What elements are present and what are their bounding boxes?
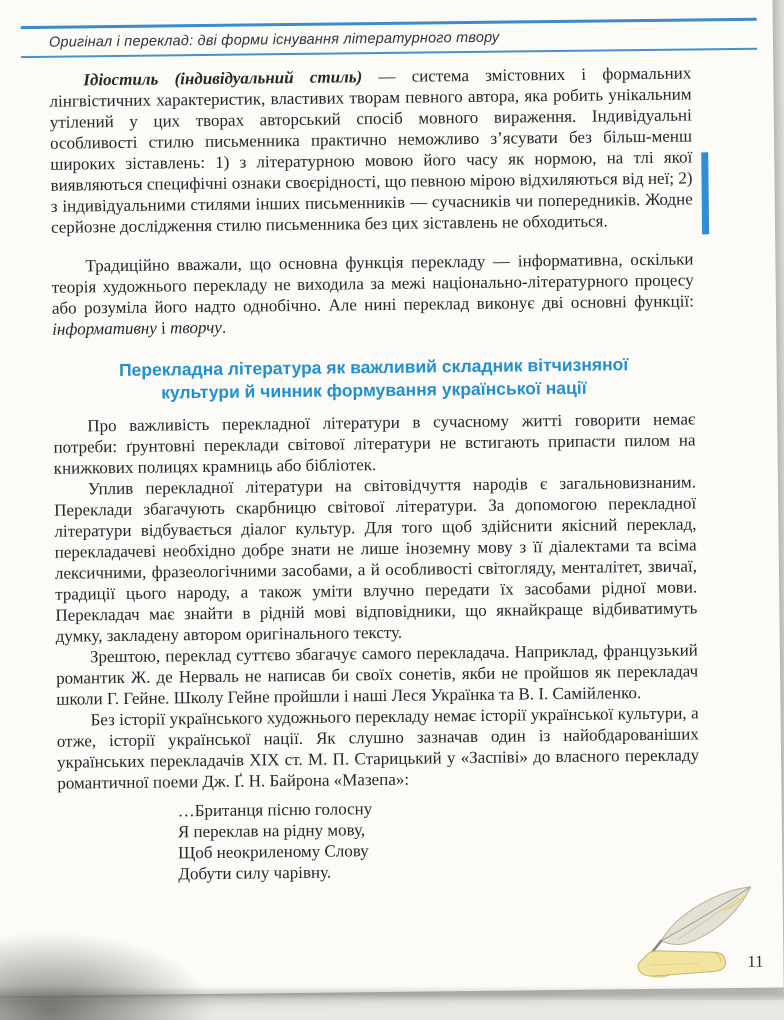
scroll-icon xyxy=(638,950,726,977)
verse-block xyxy=(178,795,701,885)
definition-text: — система змістовних і формальних лінгвістичних характеристик, властивих творам певного автора, яка робить унікальним утілений у цих творах авторський спосіб мовного вираження. Індивідуальні особливості стилю письменника практично неможливо з’ясувати без більш-менш широких зіставлень: 1) з літературною мовою його часу як нормою, на тлі якої виявляються специфічні ознаки своєрідності, що певною мірою відхиляються від неї; 2) з індивідуальними стилями інших письменників — сучасників чи попередників. Жодне серйозне дослідження стилю письменника без цих зіставлень не обходиться. xyxy=(49,63,693,237)
verse-line: Добути силу чарівну. xyxy=(178,862,332,884)
margin-highlight-bar xyxy=(701,152,709,234)
page-number: 11 xyxy=(747,951,764,971)
functions-text-end: . xyxy=(221,317,227,337)
quill-icon xyxy=(648,887,752,957)
functions-text-mid: і xyxy=(156,318,171,338)
definition-term: Ідіостиль (індивідуальний стиль) xyxy=(83,67,363,90)
history-paragraph: Без історії українського художнього перекладу немає історії української культури, а отже, історії української нації. Як слушно зазначав один із найобдарованіших українських перекладачів XIX ст. М. П. Старицький у «Заспіві» до власного перекладу романтичної поеми Дж. Ґ. Н. Байрона «Мазепа»: xyxy=(56,703,700,793)
functions-paragraph xyxy=(51,248,694,339)
verse-line: Щоб неокриленому Слову xyxy=(178,841,369,863)
functions-term-informative: інформативну xyxy=(52,318,157,339)
verse-line: Я переклав на рідну мову, xyxy=(177,820,366,842)
definition-paragraph xyxy=(49,62,693,237)
verse-line: …Британця пісню голосну xyxy=(177,799,373,821)
functions-term-creative: творчу xyxy=(169,317,223,338)
page-content xyxy=(0,50,782,887)
influence-paragraph: Уплив перекладної літератури на світовідчуття народів є загальновизнаним. Переклади збагачують скарбницю світової літератури. За допомогою перекладної літератури відбувається діалог культур. Для того щоб здійснити якісний переклад, перекладачеві необхідно добре знати не лише іноземну мову з її діалектами та всіма лексичними, фразеологічними засобами, а й особливості світогляду, менталітет, звичаї, традиції цього народу, а також уміти влучно передати їх засобами рідної мови. Перекладач має знайти в рідній мові відповідники, що якнайкраще відбиватимуть думку, закладену автором оригінального тексту. xyxy=(54,472,698,646)
section-heading: Перекладна література як важливий складник вітчизняної культури й чинник формування української нації xyxy=(118,354,629,403)
scan-corner-shadow xyxy=(0,925,226,1020)
importance-paragraph: Про важливість перекладної літератури в сучасному житті говорити немає потреби: ґрунтовні переклади світової літератури не встигають припасти пилом на книжкових полицях крамниць або бібліотек. xyxy=(53,409,696,478)
running-header: Оригінал і переклад: дві форми існування літературного твору xyxy=(48,29,500,51)
enrichment-paragraph: Зрештою, переклад суттєво збагачує самого перекладача. Наприклад, французький романтик Ж. де Нерваль не написав би своїх сонетів, якби не пройшов як перекладач школи Г. Гейне. Школу Гейне пройшли і наші Леся Українка та В. І. Самійленко. xyxy=(56,640,699,709)
functions-text-start: Традиційно вважали, що основна функція перекладу — інформативна, оскільки теорія художнього перекладу не виходила за межі національно-літературного процесу або розуміла його надто однобічно. Але нині переклад виконує дві основні функції: xyxy=(51,249,694,318)
